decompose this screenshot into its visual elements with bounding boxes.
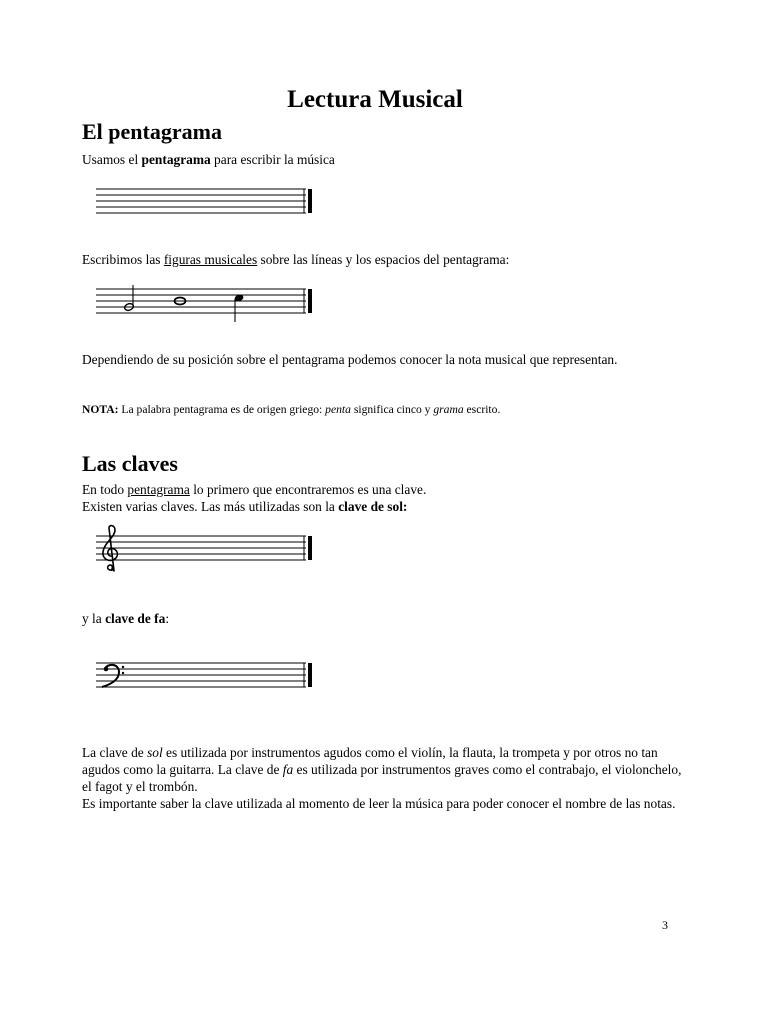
quarter-note-icon	[234, 293, 245, 322]
italic-term: penta	[325, 403, 351, 416]
text-run: escrito.	[463, 403, 501, 416]
note-label: NOTA:	[82, 403, 119, 416]
paragraph-usamos	[82, 151, 335, 168]
staff-bass-clef	[96, 660, 316, 692]
text-run: Escribimos las	[82, 252, 164, 267]
italic-term: sol	[147, 745, 163, 760]
final-barline	[308, 289, 312, 313]
italic-term: fa	[282, 762, 294, 777]
bold-term: clave de sol:	[338, 499, 408, 514]
text-run: significa cinco y	[350, 403, 434, 416]
text-run: La palabra pentagrama es de origen griego:	[118, 403, 326, 416]
section-heading-claves: Las claves	[82, 451, 178, 476]
final-barline	[308, 189, 312, 213]
section-heading-pentagrama: El pentagrama	[82, 119, 222, 144]
text-run: para escribir la música	[210, 152, 335, 167]
paragraph-la-clave	[82, 744, 692, 795]
paragraph-es-importante: Es importante saber la clave utilizada al momento de leer la música para poder conocer el nombre de las notas.	[82, 796, 676, 811]
text-run: La clave de	[82, 745, 148, 760]
final-barline	[308, 536, 312, 560]
text-run: sobre las líneas y los espacios del pentagrama:	[257, 252, 510, 267]
text-run: lo primero que encontraremos es una clave.	[189, 482, 427, 497]
paragraph-y-la	[82, 610, 169, 627]
bold-term: pentagrama	[141, 152, 211, 167]
text-run: :	[165, 611, 170, 626]
bold-term: clave de fa	[105, 611, 166, 626]
staff-treble-clef	[96, 524, 316, 576]
underlined-term: figuras musicales	[163, 252, 258, 267]
staff-with-notes	[96, 282, 316, 328]
page-title: Lectura Musical	[287, 86, 463, 113]
text-run: Existen varias claves. Las más utilizadas son la	[82, 499, 339, 514]
italic-term: grama	[433, 403, 464, 416]
text-run: En todo	[82, 482, 128, 497]
paragraph-dependiendo: Dependiendo de su posición sobre el pentagrama podemos conocer la nota musical que representan.	[82, 352, 618, 367]
text-run: Usamos el	[82, 152, 142, 167]
underlined-term: pentagrama	[127, 482, 190, 497]
text-run: es utilizada por instrumentos agudos como el violín, la flauta, la trompeta y por otros no tan agudos como la guitarra. La clave de	[82, 745, 658, 777]
text-run: y la	[82, 611, 106, 626]
paragraph-en-todo	[82, 481, 426, 498]
note-paragraph	[82, 401, 500, 418]
paragraph-escribimos	[82, 251, 509, 268]
empty-staff	[96, 186, 316, 218]
page-number: 3	[662, 918, 668, 932]
paragraph-existen	[82, 498, 407, 515]
bass-clef-icon	[102, 665, 124, 687]
final-barline	[308, 663, 312, 687]
text-run: es utilizada por instrumentos graves como el contrabajo, el violonchelo, el fagot y el trombón.	[82, 762, 682, 794]
